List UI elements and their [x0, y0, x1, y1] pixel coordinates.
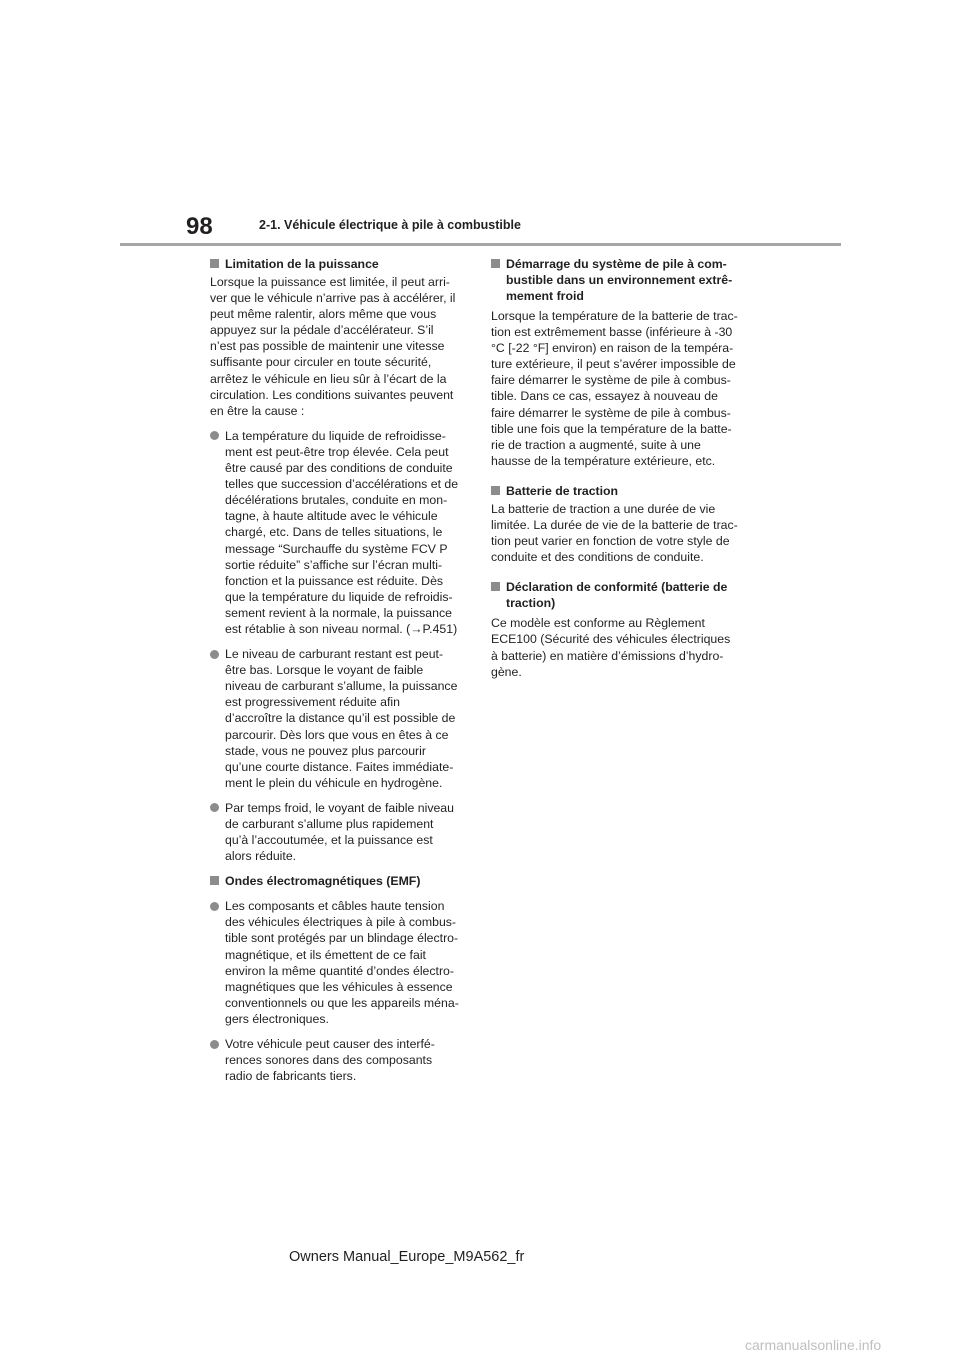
square-bullet-icon [491, 582, 500, 591]
round-bullet-icon [210, 803, 219, 812]
footer-manual-id: Owners Manual_Europe_M9A562_fr [289, 1249, 525, 1265]
conformity-paragraph: Ce modèle est conforme au Règlement ECE100 (Sécurité des véhicules électriques à batterie) en matière d’émissions d’hydro- gène. [491, 616, 731, 679]
round-bullet-icon [210, 902, 219, 911]
section-heading-emf: Ondes électromagnétiques (EMF) [210, 873, 468, 889]
left-column [210, 256, 468, 1093]
list-item-coolant-temperature: La température du liquide de refroidisse- ment est peut-être trop élevée. Cela peut être causé par des conditions de conduite telles que succession d’accélérations et de décélérations brutales, conduite en mon- tagne, à haute altitude avec le véhicule chargé, etc. Dans de telles situations, le message “Surchauffe du système FCV P sortie réduite” s’affiche sur l’écran multi- fonction et la puissance est réduite. Dès que la température du liquide de refroidis- sement revient à la normale, la puissance est rétablie à son niveau normal. (→P.451) [210, 428, 468, 637]
list-item-emf-shielding: Les composants et câbles haute tension des véhicules électriques à pile à combus- tible sont protégés par un blindage électro- magnétique, et ils émettent de ce fait environ la même quantité d’ondes électro- magnétiques que les véhicules à essence conventionnels ou que les appareils ména- gers électroniques. [210, 898, 468, 1027]
square-bullet-icon [491, 259, 500, 268]
list-item-radio-interference: Votre véhicule peut causer des interfé- rences sonores dans des composants radio de fabricants tiers. [210, 1036, 468, 1084]
section-heading-cold-start: Démarrage du système de pile à com- bustible dans un environnement extrê- mement froid [491, 256, 749, 304]
cold-start-paragraph: Lorsque la température de la batterie de trac- tion est extrêmement basse (inférieure à -30 °C [-22 °F] environ) en raison de la tempéra- ture extérieure, il peut s’avérer impossible de faire démarrer le système de pile à combus- tible. Dans ce cas, essayez à nouveau de faire démarrer le système de pile à combus- tible une fois que la température de la batte- rie de traction a augmenté, suite à une hausse de la température extérieure, etc. [491, 309, 738, 468]
round-bullet-icon [210, 1040, 219, 1049]
square-bullet-icon [491, 486, 500, 495]
section-running-head: 2-1. Véhicule électrique à pile à combustible [259, 218, 521, 232]
traction-battery-paragraph: La batterie de traction a une durée de vie limitée. La durée de vie de la batterie de trac- tion peut varier en fonction de votre style de conduite et des conditions de conduite. [491, 501, 738, 565]
watermark: carmanualsonline.info [745, 1337, 882, 1353]
page-number: 98 [186, 213, 213, 240]
round-bullet-icon [210, 431, 219, 440]
square-bullet-icon [210, 259, 219, 268]
section-heading-traction-battery: Batterie de traction [491, 483, 749, 499]
section-heading-power-limitation: Limitation de la puissance [210, 256, 468, 272]
right-column [491, 256, 749, 689]
list-item-low-fuel: Le niveau de carburant restant est peut- être bas. Lorsque le voyant de faible niveau de carburant s’allume, la puissance est progressivement réduite afin d’accroître la distance qu’il est possible de parcourir. Dès lors que vous en êtes à ce stade, vous ne pouvez plus parcourir qu’une courte distance. Faites immédiate- ment le plein du véhicule en hydrogène. [210, 646, 468, 791]
section-heading-conformity: Déclaration de conformité (batterie de traction) [491, 579, 749, 611]
power-limitation-intro: Lorsque la puissance est limitée, il peut arri- ver que le véhicule n’arrive pas à accélérer, il peut même ralentir, alors même que vous appuyez sur la pédale d’accélérateur. S’il n’est pas possible de maintenir une vitesse suffisante pour circuler en toute sécurité, arrêtez le véhicule en lieu sûr à l’écart de la circulation. Les conditions suivantes peuvent en être la cause : [210, 275, 456, 418]
list-item-cold-weather: Par temps froid, le voyant de faible niveau de carburant s’allume plus rapidement qu’à l’accoutumée, et la puissance est alors réduite. [210, 800, 468, 864]
round-bullet-icon [210, 650, 219, 659]
square-bullet-icon [210, 876, 219, 885]
header-divider [120, 243, 841, 246]
